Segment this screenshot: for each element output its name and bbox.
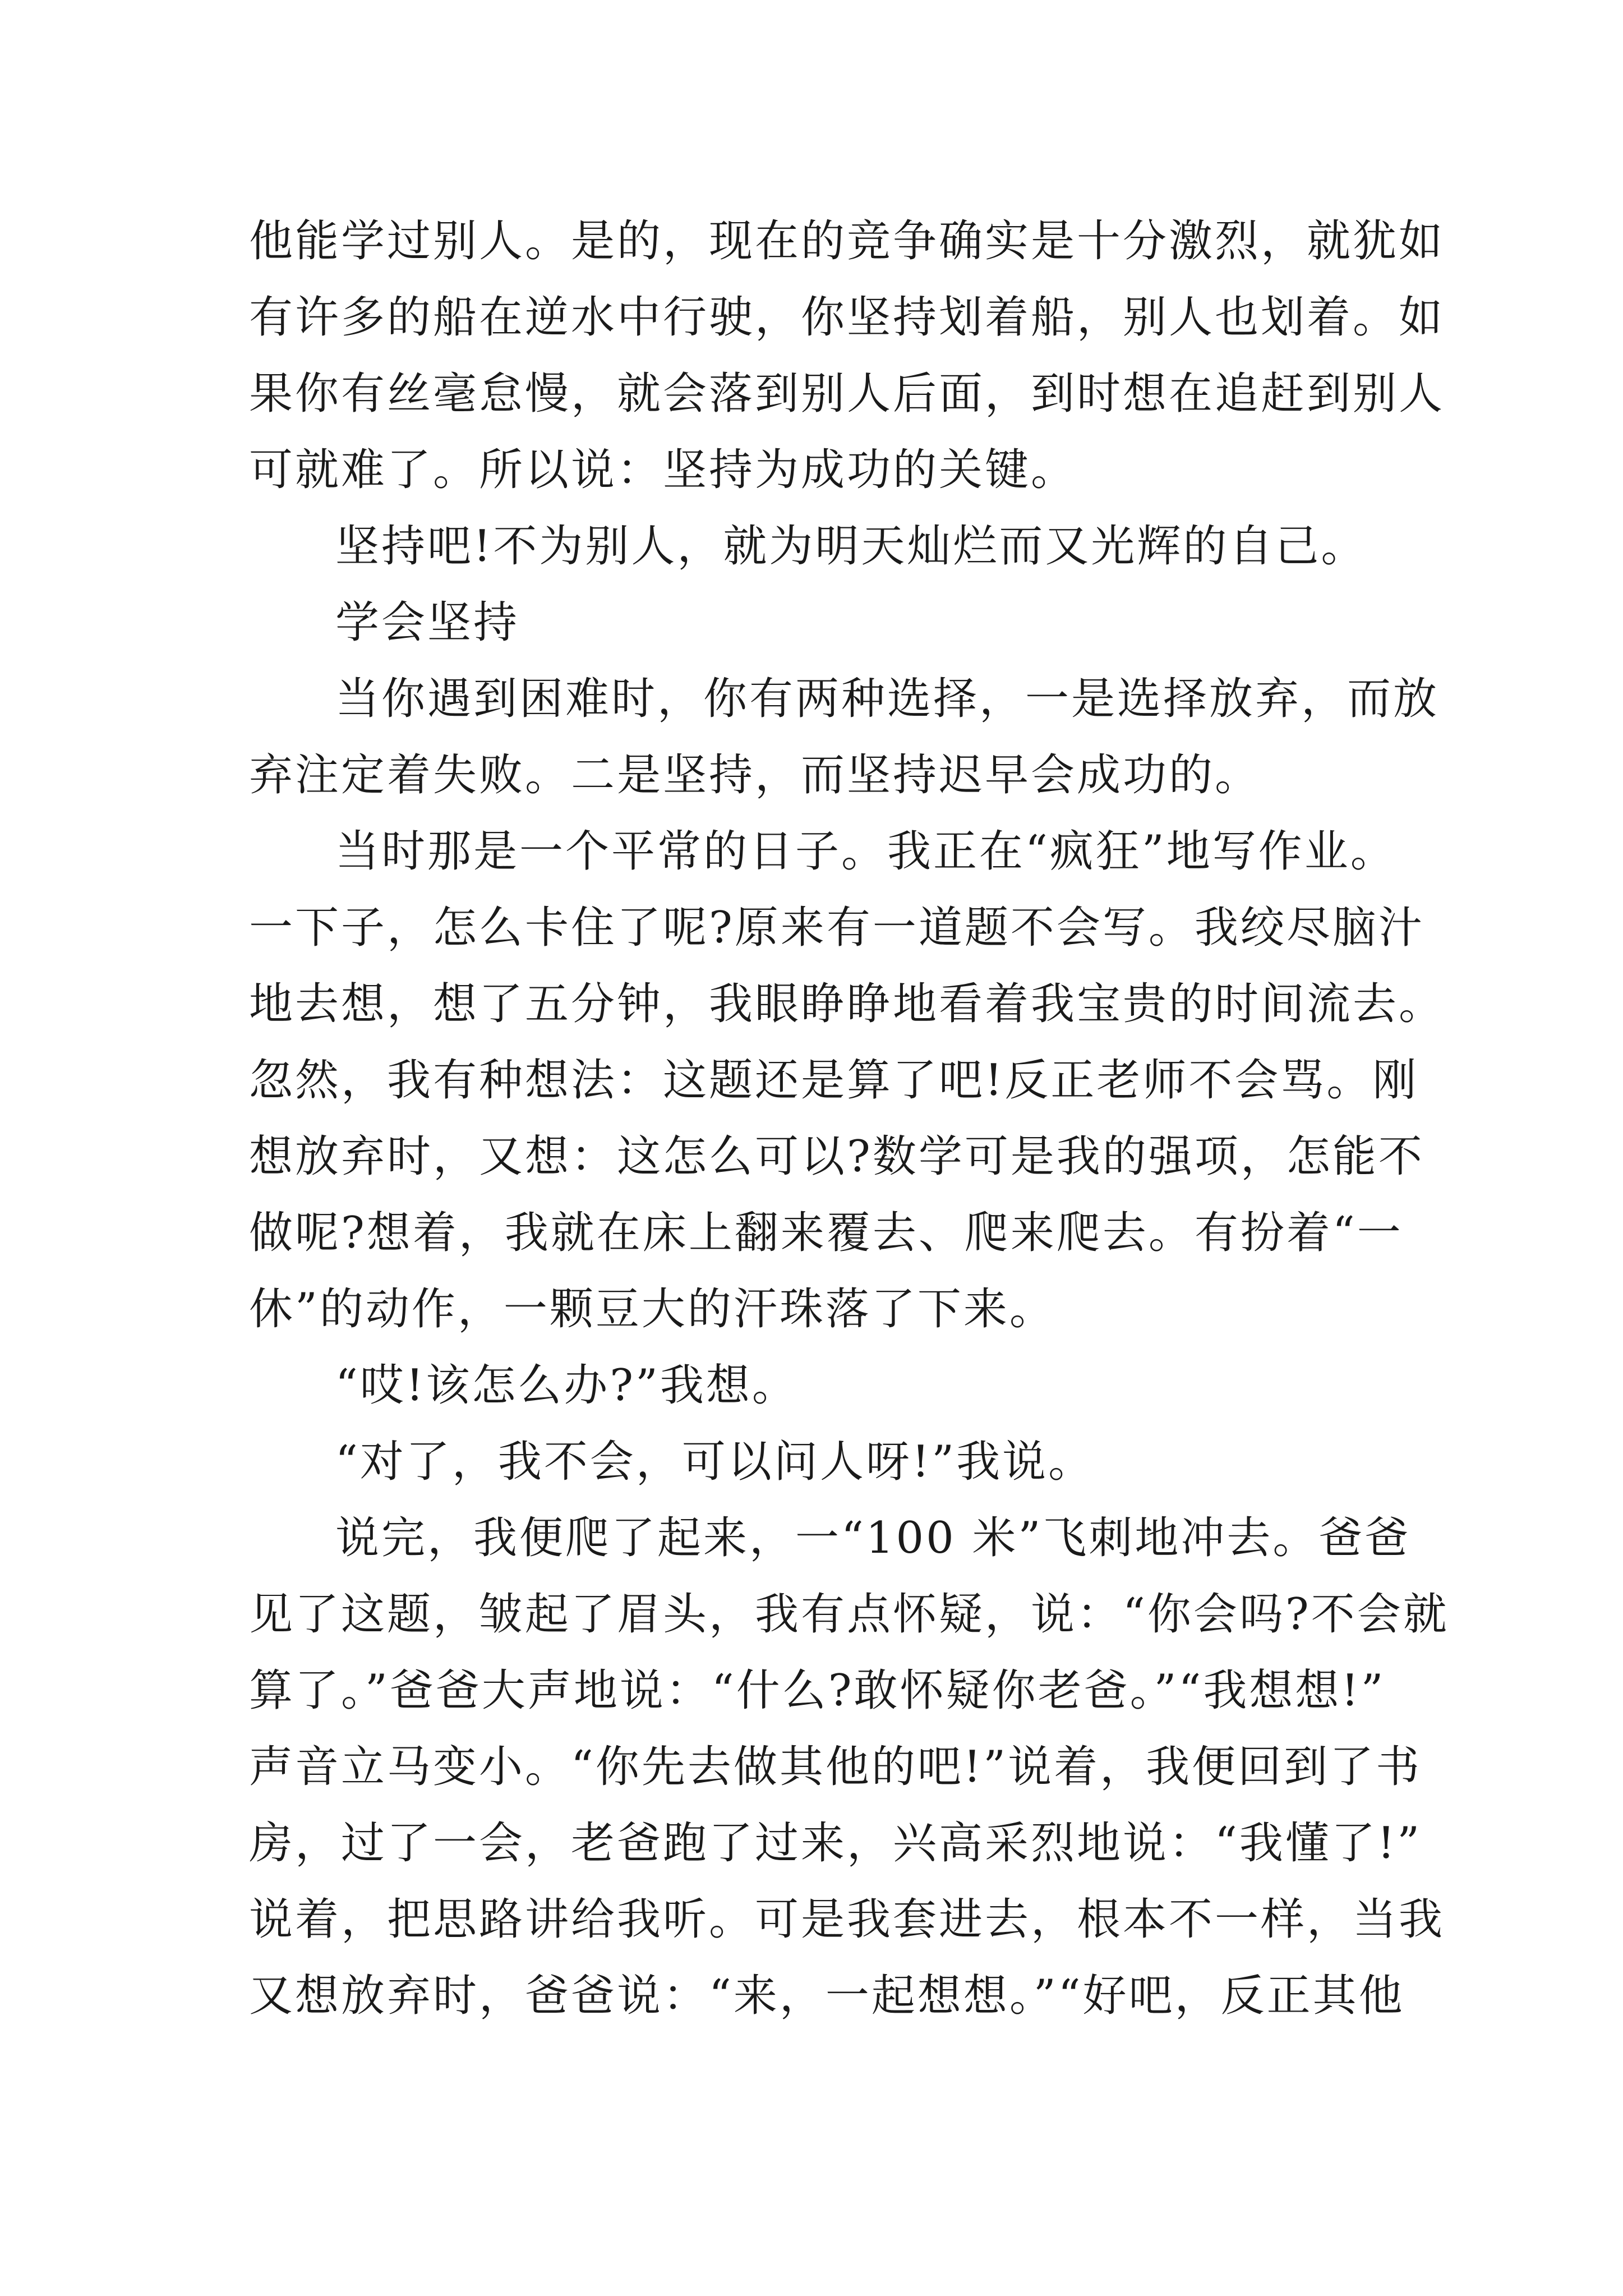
text-line: 又想放弃时，爸爸说：“来，一起想想。”“好吧，反正其他 [249,1971,1405,2021]
text-line: 果你有丝毫怠慢，就会落到别人后面，到时想在追赶到别人 [249,369,1445,419]
text-line: 声音立马变小。“你先去做其他的吧!”说着，我便回到了书 [249,1742,1422,1792]
text-line: 一下子，怎么卡住了呢?原来有一道题不会写。我绞尽脑汁 [249,903,1424,953]
text-line: 想放弃时，又想：这怎么可以?数学可是我的强项，怎能不 [249,1131,1424,1182]
text-line: “哎!该怎么办?”我想。 [335,1360,798,1411]
text-line: 坚持吧!不为别人，就为明天灿烂而又光辉的自己。 [335,521,1367,572]
text-line: 算了。”爸爸大声地说：“什么?敢怀疑你老爸。”“我想想!” [249,1665,1386,1716]
text-line: 做呢?想着，我就在床上翻来覆去、爬来爬去。有扮着“一 [249,1208,1403,1258]
text-line: 见了这题，皱起了眉头，我有点怀疑，说：“你会吗?不会就 [249,1589,1449,1640]
text-line: 当你遇到困难时，你有两种选择，一是选择放弃，而放 [335,674,1440,724]
text-line: 房，过了一会，老爸跑了过来，兴高采烈地说：“我懂了!” [249,1818,1422,1869]
text-line: 说完，我便爬了起来，一“100 米”飞刺地冲去。爸爸 [335,1513,1411,1563]
text-line: 休”的动作，一颗豆大的汗珠落了下来。 [249,1284,1055,1335]
document-body [249,203,1449,2034]
text-line: 说着，把思路讲给我听。可是我套进去，根本不一样，当我 [249,1894,1445,1945]
text-line: 弃注定着失败。二是坚持，而坚持迟早会成功的。 [249,750,1261,800]
section-heading: 学会坚持 [335,597,520,648]
text-line: 当时那是一个平常的日子。我正在“疯狂”地写作业。 [335,826,1396,877]
text-line: 有许多的船在逆水中行驶，你坚持划着船，别人也划着。如 [249,292,1445,343]
text-line: 可就难了。所以说：坚持为成功的关键。 [249,445,1077,495]
text-line: 他能学过别人。是的，现在的竞争确实是十分激烈，就犹如 [249,216,1445,266]
text-line: “对了，我不会，可以问人呀!”我说。 [335,1437,1095,1487]
text-line: 忽然，我有种想法：这题还是算了吧!反正老师不会骂。刚 [249,1055,1419,1106]
text-line: 地去想，想了五分钟，我眼睁睁地看着我宝贵的时间流去。 [249,979,1445,1029]
